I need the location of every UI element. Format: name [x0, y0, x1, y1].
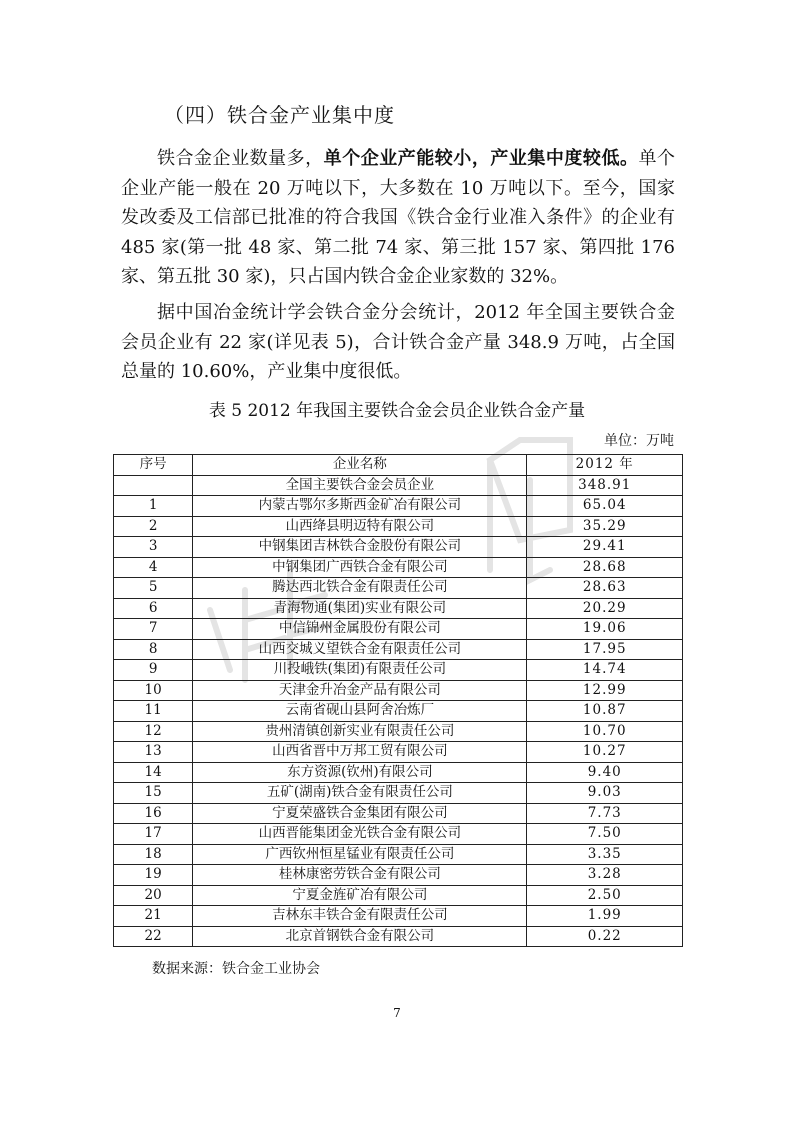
- row-no: 16: [114, 803, 193, 824]
- table-row: [114, 496, 683, 517]
- row-company: 青海物通(集团)实业有限公司: [193, 598, 527, 619]
- row-output: 14.74: [527, 660, 683, 681]
- table-unit: 单位：万吨: [604, 433, 674, 449]
- paragraph-rest: 单个企业产能一般在 20 万吨以下，大多数在 10 万吨以下。至今，国家发改委及工信部已批准的符合我国《铁合金行业准入条件》的企业有 485 家(第一批 48 家、第二批 74 家、第三批 157 家、第四批 176 家、第五批 30 家)，只占国内铁合金企业家数的 32%。: [121, 148, 676, 287]
- paragraph-concentration: [121, 144, 675, 292]
- table-row: [114, 619, 683, 640]
- row-output: 17.95: [527, 639, 683, 660]
- row-company: 中信锦州金属股份有限公司: [193, 619, 527, 640]
- page-number: 7: [393, 1006, 401, 1020]
- table-row: [114, 680, 683, 701]
- table-row: [114, 742, 683, 763]
- row-output: 65.04: [527, 496, 683, 517]
- row-no: 15: [114, 783, 193, 804]
- row-company: 全国主要铁合金会员企业: [193, 475, 527, 496]
- row-company: 云南省砚山县阿舍冶炼厂: [193, 701, 527, 722]
- row-output: 348.91: [527, 475, 683, 496]
- row-output: 0.22: [527, 926, 683, 947]
- row-no: 8: [114, 639, 193, 660]
- table-caption: 表 5 2012 年我国主要铁合金会员企业铁合金产量: [208, 401, 586, 421]
- row-no: [114, 475, 193, 496]
- row-output: 28.63: [527, 578, 683, 599]
- row-no: 3: [114, 537, 193, 558]
- paragraph-statistics-text: 据中国冶金统计学会铁合金分会统计，2012 年全国主要铁合金会员企业有 22 家(详见表 5)，合计铁合金产量 348.9 万吨，占全国总量的 10.60%，产业集中度很低。: [121, 302, 675, 382]
- table-row: [114, 803, 683, 824]
- row-output: 20.29: [527, 598, 683, 619]
- table-row: [114, 926, 683, 947]
- row-company: 桂林康密劳铁合金有限公司: [193, 865, 527, 886]
- row-company: 宁夏荣盛铁合金集团有限公司: [193, 803, 527, 824]
- table-row: [114, 721, 683, 742]
- header-no: 序号: [114, 455, 193, 476]
- table-row: [114, 660, 683, 681]
- table-row: [114, 906, 683, 927]
- row-no: 6: [114, 598, 193, 619]
- row-output: 9.40: [527, 762, 683, 783]
- row-no: 11: [114, 701, 193, 722]
- row-output: 10.27: [527, 742, 683, 763]
- row-no: 18: [114, 844, 193, 865]
- row-company: 东方资源(钦州)有限公司: [193, 762, 527, 783]
- table-row: [114, 701, 683, 722]
- row-output: 3.35: [527, 844, 683, 865]
- section-heading: （四）铁合金产业集中度: [164, 103, 395, 127]
- row-company: 山西晋能集团金光铁合金有限公司: [193, 824, 527, 845]
- table-row: [114, 844, 683, 865]
- table-row: [114, 578, 683, 599]
- row-no: 14: [114, 762, 193, 783]
- row-output: 35.29: [527, 516, 683, 537]
- paragraph-lead: 铁合金企业数量多，: [157, 148, 324, 169]
- row-company: 吉林东丰铁合金有限责任公司: [193, 906, 527, 927]
- paragraph-statistics: [121, 298, 675, 387]
- row-company: 天津金升冶金产品有限公司: [193, 680, 527, 701]
- row-output: 2.50: [527, 885, 683, 906]
- table-row: [114, 783, 683, 804]
- table-row: [114, 885, 683, 906]
- table-row: [114, 639, 683, 660]
- table-row: [114, 516, 683, 537]
- table-row: [114, 598, 683, 619]
- row-no: 13: [114, 742, 193, 763]
- row-no: 10: [114, 680, 193, 701]
- row-output: 7.73: [527, 803, 683, 824]
- header-name: 企业名称: [193, 455, 527, 476]
- table-row: [114, 537, 683, 558]
- table-row: [114, 865, 683, 886]
- row-no: 4: [114, 557, 193, 578]
- row-company: 贵州清镇创新实业有限责任公司: [193, 721, 527, 742]
- row-no: 9: [114, 660, 193, 681]
- row-no: 1: [114, 496, 193, 517]
- row-company: 内蒙古鄂尔多斯西金矿冶有限公司: [193, 496, 527, 517]
- table-header-row: [114, 455, 683, 476]
- table-row: [114, 557, 683, 578]
- row-output: 12.99: [527, 680, 683, 701]
- table-row: [114, 762, 683, 783]
- row-company: 中钢集团广西铁合金有限公司: [193, 557, 527, 578]
- production-table: [113, 454, 683, 947]
- row-output: 29.41: [527, 537, 683, 558]
- row-no: 19: [114, 865, 193, 886]
- table-row: [114, 475, 683, 496]
- row-company: 山西省晋中万邦工贸有限公司: [193, 742, 527, 763]
- row-output: 10.87: [527, 701, 683, 722]
- data-source-note: 数据来源：铁合金工业协会: [152, 961, 320, 977]
- row-company: 山西交城义望铁合金有限责任公司: [193, 639, 527, 660]
- row-output: 9.03: [527, 783, 683, 804]
- row-company: 宁夏金旌矿冶有限公司: [193, 885, 527, 906]
- row-output: 3.28: [527, 865, 683, 886]
- table-row: [114, 824, 683, 845]
- row-company: 山西绛县明迈特有限公司: [193, 516, 527, 537]
- row-output: 10.70: [527, 721, 683, 742]
- row-output: 7.50: [527, 824, 683, 845]
- paragraph-bold-claim: 单个企业产能较小，产业集中度较低。: [323, 148, 639, 169]
- row-no: 5: [114, 578, 193, 599]
- row-no: 7: [114, 619, 193, 640]
- row-no: 12: [114, 721, 193, 742]
- row-company: 五矿(湖南)铁合金有限责任公司: [193, 783, 527, 804]
- row-no: 20: [114, 885, 193, 906]
- header-year: 2012 年: [527, 455, 683, 476]
- row-output: 1.99: [527, 906, 683, 927]
- row-output: 19.06: [527, 619, 683, 640]
- row-no: 17: [114, 824, 193, 845]
- row-company: 川投峨铁(集团)有限责任公司: [193, 660, 527, 681]
- row-output: 28.68: [527, 557, 683, 578]
- row-company: 北京首钢铁合金有限公司: [193, 926, 527, 947]
- row-company: 中钢集团吉林铁合金股份有限公司: [193, 537, 527, 558]
- row-no: 2: [114, 516, 193, 537]
- row-no: 22: [114, 926, 193, 947]
- row-no: 21: [114, 906, 193, 927]
- row-company: 广西钦州恒星锰业有限责任公司: [193, 844, 527, 865]
- row-company: 腾达西北铁合金有限责任公司: [193, 578, 527, 599]
